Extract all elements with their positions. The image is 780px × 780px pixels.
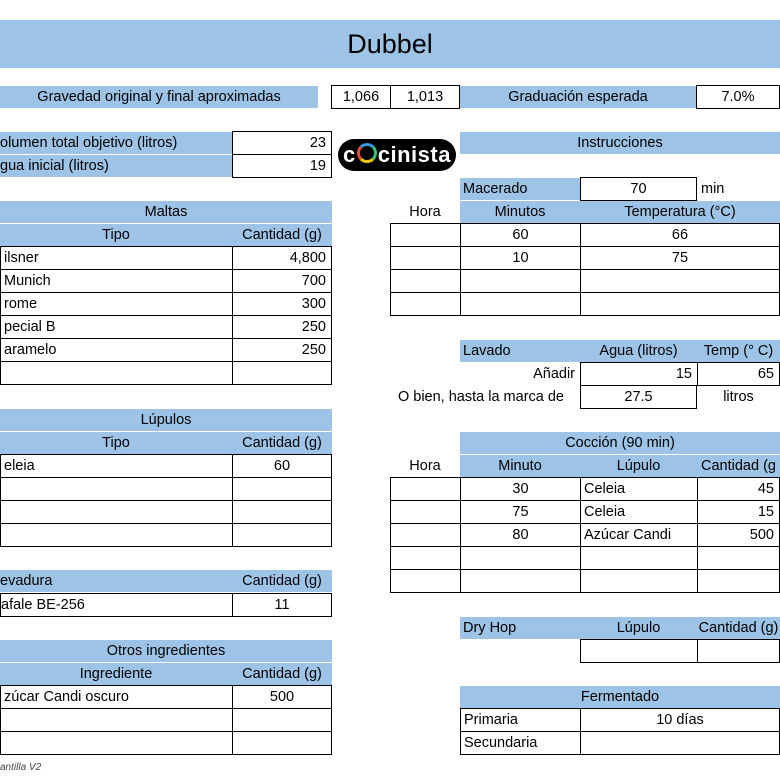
coccion-row-minuto[interactable] <box>460 569 581 593</box>
otros-col-cantidad: Cantidad (g) <box>232 663 332 685</box>
lupulos-row-tipo[interactable]: eleia <box>0 454 233 478</box>
lavado-marca-label: O bien, hasta la marca de <box>397 389 564 405</box>
coccion-row-hora[interactable] <box>390 477 461 501</box>
page-title: Dubbel <box>0 20 780 68</box>
macerado-col-minutos: Minutos <box>460 201 580 223</box>
lupulos-row-tipo[interactable] <box>0 500 233 524</box>
macerado-row-temp[interactable]: 66 <box>580 223 780 247</box>
coccion-header: Cocción (90 min) <box>460 432 780 454</box>
macerado-label: Macerado <box>460 178 580 200</box>
maltas-row-tipo[interactable]: ilsner <box>0 246 233 270</box>
lupulos-row-cantidad[interactable] <box>232 500 332 524</box>
coccion-row-cantidad[interactable]: 45 <box>697 477 780 501</box>
coccion-row-hora[interactable] <box>390 500 461 524</box>
coccion-row-hora[interactable] <box>390 569 461 593</box>
maltas-row-cantidad[interactable]: 4,800 <box>232 246 332 270</box>
macerado-row-minutos[interactable]: 60 <box>460 223 581 247</box>
lupulos-col-cantidad: Cantidad (g) <box>232 432 332 454</box>
coccion-row-cantidad[interactable]: 500 <box>697 523 780 547</box>
abv-cell[interactable]: 7.0% <box>696 85 780 109</box>
lavado-marca-unit: litros <box>723 389 754 405</box>
coccion-row-cantidad[interactable]: 15 <box>697 500 780 524</box>
fg-cell[interactable]: 1,013 <box>390 85 460 109</box>
macerado-unit: min <box>701 181 725 197</box>
maltas-row-tipo[interactable]: aramelo <box>0 338 233 362</box>
coccion-row-minuto[interactable]: 30 <box>460 477 581 501</box>
maltas-row-cantidad[interactable] <box>232 361 332 385</box>
macerado-row-hora[interactable] <box>390 246 461 270</box>
dryhop-col-cantidad: Cantidad (g) <box>697 617 780 639</box>
coccion-col-hora: Hora <box>409 458 441 474</box>
footer-text: antilla V2 <box>0 762 42 773</box>
coccion-col-lupulo: Lúpulo <box>580 455 697 477</box>
lavado-col-agua: Agua (litros) <box>580 340 697 362</box>
abv-label: Graduación esperada <box>460 86 696 108</box>
coccion-row-cantidad[interactable] <box>697 569 780 593</box>
coccion-row-hora[interactable] <box>390 523 461 547</box>
coccion-row-lupulo[interactable]: Celeia <box>580 500 698 524</box>
coccion-row-lupulo[interactable] <box>580 546 698 570</box>
macerado-row-temp[interactable]: 75 <box>580 246 780 270</box>
secundaria-cell[interactable] <box>580 731 780 755</box>
macerado-row-minutos[interactable]: 10 <box>460 246 581 270</box>
maltas-row-cantidad[interactable]: 300 <box>232 292 332 316</box>
lavado-label: Lavado <box>460 340 580 362</box>
coccion-row-minuto[interactable]: 75 <box>460 500 581 524</box>
maltas-row-tipo[interactable]: rome <box>0 292 233 316</box>
otros-row-ingrediente[interactable] <box>0 731 233 755</box>
lupulos-row-tipo[interactable] <box>0 477 233 501</box>
macerado-row-minutos[interactable] <box>460 292 581 316</box>
macerado-col-hora: Hora <box>409 204 441 220</box>
fermentado-header: Fermentado <box>460 686 780 708</box>
primaria-label: Primaria <box>460 708 581 732</box>
macerado-row-minutos[interactable] <box>460 269 581 293</box>
maltas-row-tipo[interactable] <box>0 361 233 385</box>
macerado-col-temp: Temperatura (°C) <box>580 201 780 223</box>
cocinista-logo: c cinista <box>338 139 456 171</box>
coccion-row-cantidad[interactable] <box>697 546 780 570</box>
lavado-col-temp: Temp (° C) <box>697 340 780 362</box>
otros-row-cantidad[interactable] <box>232 708 332 732</box>
maltas-row-cantidad[interactable]: 250 <box>232 338 332 362</box>
coccion-col-minuto: Minuto <box>460 455 580 477</box>
coccion-row-minuto[interactable] <box>460 546 581 570</box>
otros-header: Otros ingredientes <box>0 640 332 662</box>
coccion-row-lupulo[interactable]: Celeia <box>580 477 698 501</box>
maltas-col-cantidad: Cantidad (g) <box>232 224 332 246</box>
maltas-col-tipo: Tipo <box>0 224 232 246</box>
levadura-tipo-cell[interactable]: afale BE-256 <box>0 593 233 617</box>
lupulos-row-cantidad[interactable]: 60 <box>232 454 332 478</box>
macerado-row-temp[interactable] <box>580 292 780 316</box>
initial-water-label: gua inicial (litros) <box>0 155 232 177</box>
secundaria-label: Secundaria <box>460 731 581 755</box>
macerado-value-cell[interactable]: 70 <box>580 177 697 201</box>
instructions-header: Instrucciones <box>460 132 780 154</box>
coccion-row-hora[interactable] <box>390 546 461 570</box>
lavado-anadir-temp-cell[interactable]: 65 <box>697 362 780 386</box>
lupulos-row-cantidad[interactable] <box>232 477 332 501</box>
otros-row-ingrediente[interactable]: zúcar Candi oscuro <box>0 685 233 709</box>
coccion-row-lupulo[interactable] <box>580 569 698 593</box>
lavado-marca-cell[interactable]: 27.5 <box>580 385 697 409</box>
primaria-cell[interactable]: 10 días <box>580 708 780 732</box>
total-volume-cell[interactable]: 23 <box>232 131 332 155</box>
maltas-header: Maltas <box>0 201 332 223</box>
lupulos-col-tipo: Tipo <box>0 432 232 454</box>
levadura-cantidad-cell[interactable]: 11 <box>232 593 332 617</box>
maltas-row-cantidad[interactable]: 700 <box>232 269 332 293</box>
coccion-row-minuto[interactable]: 80 <box>460 523 581 547</box>
initial-water-cell[interactable]: 19 <box>232 154 332 178</box>
otros-row-cantidad[interactable]: 500 <box>232 685 332 709</box>
dryhop-cantidad-cell[interactable] <box>697 639 780 663</box>
lavado-anadir-label: Añadir <box>533 366 575 382</box>
gravity-label: Gravedad original y final aproximadas <box>0 86 318 108</box>
otros-col-ingrediente: Ingrediente <box>0 663 232 685</box>
macerado-row-hora[interactable] <box>390 292 461 316</box>
dryhop-lupulo-cell[interactable] <box>580 639 698 663</box>
levadura-label: evadura <box>0 570 232 592</box>
maltas-row-cantidad[interactable]: 250 <box>232 315 332 339</box>
coccion-row-lupulo[interactable]: Azúcar Candi <box>580 523 698 547</box>
maltas-row-tipo[interactable]: pecial B <box>0 315 233 339</box>
otros-row-cantidad[interactable] <box>232 731 332 755</box>
lupulos-row-cantidad[interactable] <box>232 523 332 547</box>
coccion-col-cantidad: Cantidad (g <box>697 455 780 477</box>
lavado-anadir-agua-cell[interactable]: 15 <box>580 362 698 386</box>
total-volume-label: olumen total objetivo (litros) <box>0 132 232 154</box>
lupulos-row-tipo[interactable] <box>0 523 233 547</box>
lupulos-header: Lúpulos <box>0 409 332 431</box>
maltas-row-tipo[interactable]: Munich <box>0 269 233 293</box>
macerado-row-hora[interactable] <box>390 269 461 293</box>
dryhop-col-lupulo: Lúpulo <box>580 617 697 639</box>
og-cell[interactable]: 1,066 <box>331 85 391 109</box>
dryhop-label: Dry Hop <box>460 617 580 639</box>
macerado-row-temp[interactable] <box>580 269 780 293</box>
levadura-col-cantidad: Cantidad (g) <box>232 570 332 592</box>
otros-row-ingrediente[interactable] <box>0 708 233 732</box>
macerado-row-hora[interactable] <box>390 223 461 247</box>
